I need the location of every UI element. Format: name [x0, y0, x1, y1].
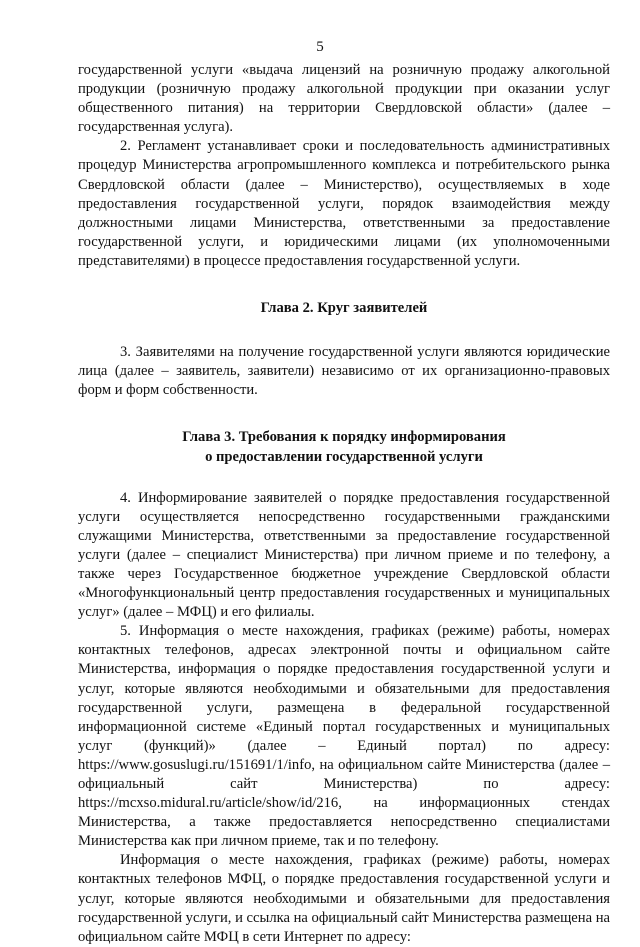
paragraph-2: 2. Регламент устанавливает сроки и последовательность административных процедур Министерства агропромышленного комплекса и потребительского рынка Свердловской области (далее – Министерство), осуществляемых в ходе предоставления государственной услуги, порядок взаимодействия между должностными лицами Министерства, ответственными за предоставление государственной услуги, и юридическими лицами (их уполномоченными представителями) в процессе предоставления государственной услуги. — [78, 138, 610, 269]
paragraph-4: 4. Информирование заявителей о порядке предоставления государственной услуги осуществляется непосредственно государственными гражданскими служащими Министерства, ответственными за предоставление государственной услуги (далее – специалист Министерства) при личном приеме и по телефону, а также через Государственное бюджетное учреждение Свердловской области «Многофункциональный центр предоставления государственных и муниципальных услуг» (далее – МФЦ) и его филиалы. — [78, 489, 610, 621]
paragraph-5: 5. Информация о месте нахождения, графиках (режиме) работы, номерах контактных телефонов, адресах электронной почты и официальном сайте Министерства, информация о порядке предоставления государственной услуги и услуг, которые являются необходимыми и обязательными для предоставления государственной услуги, размещена в федеральной государственной информационной системе «Единый портал государственных и муниципальных услуг (функций)» (далее – Единый портал) по адресу: https://www.gosuslugi.ru/151691/1/info, на официальном сайте Министерства (далее – официальный сайт Министерства) по адресу: https://mcxso.midural.ru/article/show/id/216, на информационных стендах Министерства, а также предоставляется непосредственно специалистами Министерства как при личном приеме, так и по телефону. — [78, 623, 610, 850]
paragraph-6: Информация о месте нахождения, графиках (режиме) работы, номерах контактных телефонов МФЦ, о порядке предоставления государственной услуги и услуг, которые являются необходимыми и обязательными для предоставления государственной услуги, и ссылка на официальный сайт Министерства размещена на официальном сайте МФЦ в сети Интернет по адресу: — [78, 852, 611, 945]
chapter-3-heading-line-1: Глава 3. Требования к порядку информирования — [182, 429, 506, 446]
document-body — [78, 61, 610, 947]
chapter-3-heading-line-2: о предоставлении государственной услуги — [205, 448, 483, 465]
paragraph-continuation: государственной услуги «выдача лицензий на розничную продажу алкогольной продукции (розничную продажу алкогольной продукции при оказании услуг общественного питания) на территории Свердловской области» (далее – государственная услуга). — [78, 62, 610, 136]
paragraph-3: 3. Заявителями на получение государственной услуги являются юридические лица (далее – заявитель, заявители) независимо от их организационно-правовых форм и форм собственности. — [78, 344, 610, 399]
chapter-2-heading: Глава 2. Круг заявителей — [260, 300, 428, 317]
page-number: 5 — [316, 39, 324, 55]
